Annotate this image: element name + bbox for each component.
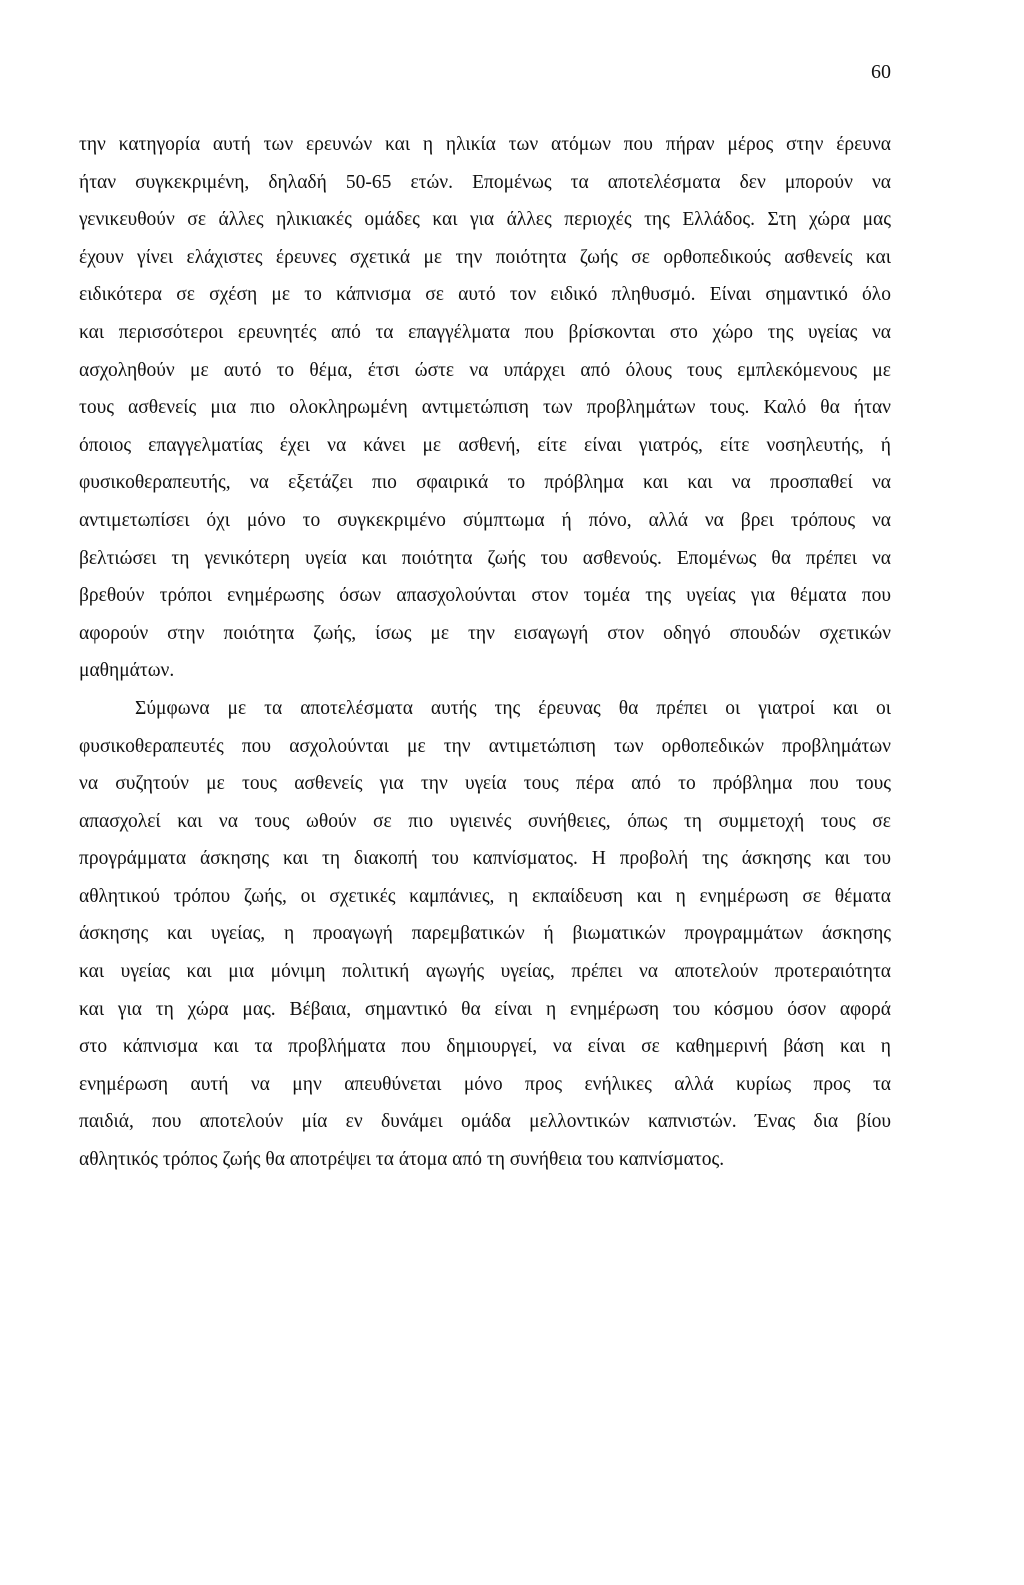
text-line: την κατηγορία αυτή των ερευνών και η ηλικία των ατόμων που πήραν μέρος στην έρευνα xyxy=(79,134,891,155)
text-line: βελτιώσει τη γενικότερη υγεία και ποιότητα ζωής του ασθενούς. Επομένως θα πρέπει να xyxy=(79,547,891,569)
text-line: να συζητούν με τους ασθενείς για την υγεία τους πέρα από το πρόβλημα που τους xyxy=(79,773,891,795)
text-line: και υγείας και μια μόνιμη πολιτική αγωγής υγείας, πρέπει να αποτελούν προτεραιότητα xyxy=(79,961,891,983)
text-line-paragraph-end: αθλητικός τρόπος ζωής θα αποτρέψει τα άτομα από τη συνήθεια του καπνίσματος. xyxy=(79,1149,725,1171)
text-line: ήταν συγκεκριμένη, δηλαδή 50-65 ετών. Επομένως τα αποτελέσματα δεν μπορούν να xyxy=(79,171,891,193)
text-line: άσκησης και υγείας, η προαγωγή παρεμβατικών ή βιωματικών προγραμμάτων άσκησης xyxy=(79,923,891,945)
text-line: τους ασθενείς μια πιο ολοκληρωμένη αντιμετώπιση των προβλημάτων τους. Καλό θα ήταν xyxy=(79,397,891,419)
text-line-paragraph-start: Σύμφωνα με τα αποτελέσματα αυτής της έρευνας θα πρέπει οι γιατροί και οι xyxy=(135,697,891,719)
text-line: ασχοληθούν με αυτό το θέμα, έτσι ώστε να υπάρχει από όλους τους εμπλεκόμενους με xyxy=(79,359,891,381)
text-line: φυσικοθεραπευτής, να εξετάζει πιο σφαιρικά το πρόβλημα και και να προσπαθεί να xyxy=(79,472,891,494)
text-line: απασχολεί και να τους ωθούν σε πιο υγιεινές συνήθειες, όπως τη συμμετοχή τους σε xyxy=(79,810,891,832)
text-line: βρεθούν τρόποι ενημέρωσης όσων απασχολούνται στον τομέα της υγείας για θέματα που xyxy=(79,585,891,607)
page-number: 60 xyxy=(871,61,891,83)
text-line: και περισσότεροι ερευνητές από τα επαγγέλματα που βρίσκονται στο χώρο της υγείας να xyxy=(79,321,891,343)
text-line: φυσικοθεραπευτές που ασχολούνται με την αντιμετώπιση των ορθοπεδικών προβλημάτων xyxy=(79,735,891,757)
text-line: ειδικότερα σε σχέση με το κάπνισμα σε αυτό τον ειδικό πληθυσμό. Είναι σημαντικό όλο xyxy=(79,284,891,306)
text-line: ενημέρωση αυτή να μην απευθύνεται μόνο προς ενήλικες αλλά κυρίως προς τα xyxy=(79,1073,891,1095)
text-line: και για τη χώρα μας. Βέβαια, σημαντικό θα είναι η ενημέρωση του κόσμου όσον αφορά xyxy=(79,998,891,1020)
text-line-paragraph-end: μαθημάτων. xyxy=(79,660,175,682)
text-line: γενικευθούν σε άλλες ηλικιακές ομάδες και για άλλες περιοχές της Ελλάδος. Στη χώρα μας xyxy=(79,209,891,231)
body-text xyxy=(79,126,891,1179)
text-line: αφορούν στην ποιότητα ζωής, ίσως με την εισαγωγή στον οδηγό σπουδών σχετικών xyxy=(79,622,891,644)
text-line: όποιος επαγγελματίας έχει να κάνει με ασθενή, είτε είναι γιατρός, είτε νοσηλευτής, ή xyxy=(79,434,891,456)
text-line: αντιμετωπίσει όχι μόνο το συγκεκριμένο σύμπτωμα ή πόνο, αλλά να βρει τρόπους να xyxy=(79,509,891,531)
text-line: προγράμματα άσκησης και τη διακοπή του καπνίσματος. Η προβολή της άσκησης και του xyxy=(79,848,891,870)
text-line: έχουν γίνει ελάχιστες έρευνες σχετικά με την ποιότητα ζωής σε ορθοπεδικούς ασθενείς και xyxy=(79,246,891,268)
text-line: στο κάπνισμα και τα προβλήματα που δημιουργεί, να είναι σε καθημερινή βάση και η xyxy=(79,1036,891,1058)
text-line: αθλητικού τρόπου ζωής, οι σχετικές καμπάνιες, η εκπαίδευση και η ενημέρωση σε θέματα xyxy=(79,885,891,907)
text-line: παιδιά, που αποτελούν μία εν δυνάμει ομάδα μελλοντικών καπνιστών. Ένας δια βίου xyxy=(79,1111,891,1133)
